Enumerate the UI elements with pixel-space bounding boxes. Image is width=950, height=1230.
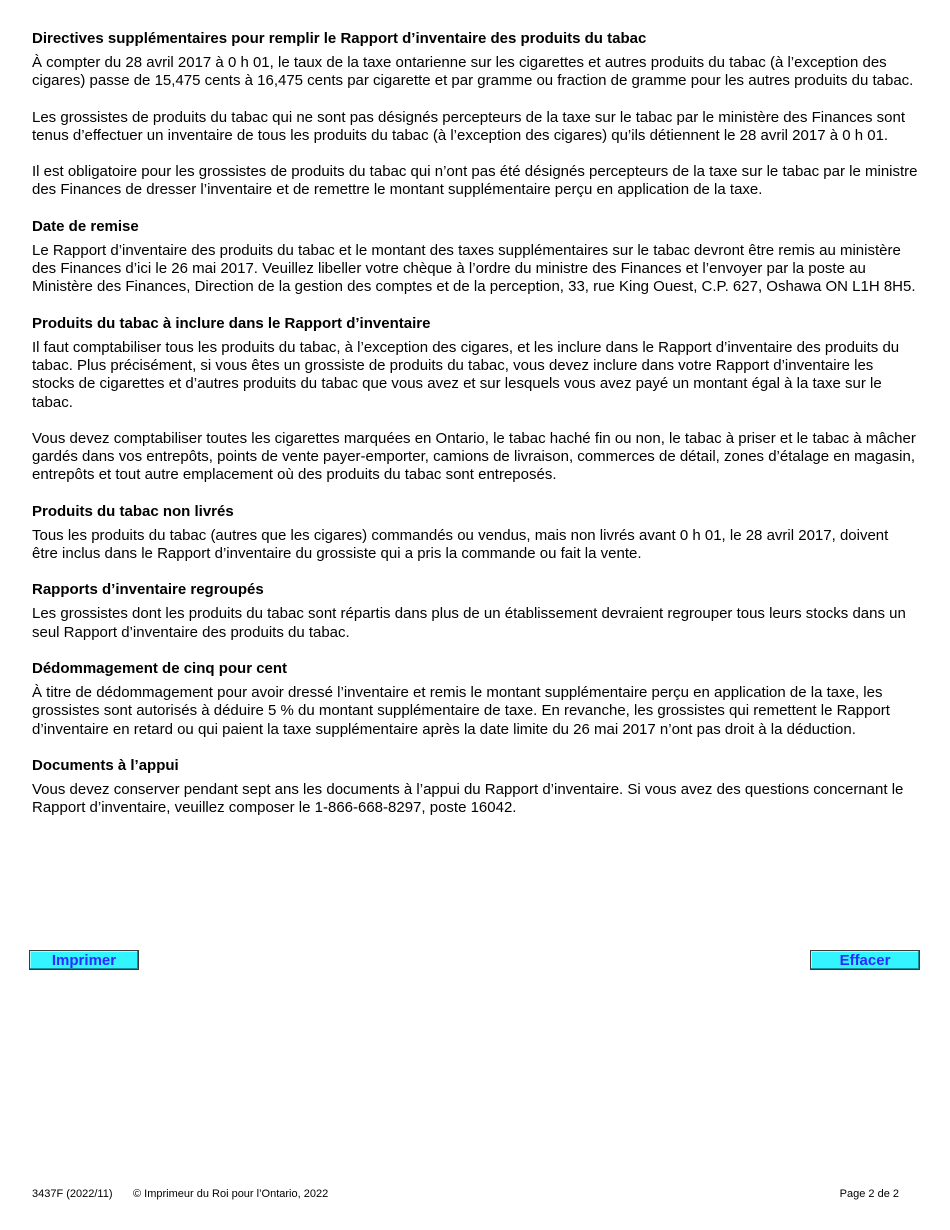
document-title: Directives supplémentaires pour remplir le Rapport d’inventaire des produits du tabac — [32, 30, 647, 47]
print-button[interactable]: Imprimer — [29, 950, 139, 970]
section-produits-a-inclure — [32, 315, 918, 485]
form-code: 3437F (2022/11) — [32, 1188, 113, 1200]
section-heading: Documents à l’appui — [32, 756, 179, 774]
section-paragraph: Il faut comptabiliser tous les produits du tabac, à l’exception des cigares, et les inclure dans le Rapport d’inventaire des produits du tabac. Plus précisément, si vous êtes un grossiste de produits du tabac, vous devez inclure dans votre Rapport d’inventaire les stocks de cigarettes et d’autres produits du tabac que vous avez et sur lesquels vous avez payé un montant égal à la taxe sur le tabac. — [32, 338, 900, 411]
section-heading: Produits du tabac non livrés — [32, 502, 234, 520]
section-documents-appui — [32, 757, 918, 818]
intro-paragraph-3: Il est obligatoire pour les grossistes de produits du tabac qui n’ont pas été désignés percepteurs de la taxe sur le tabac par le ministre des Finances de dresser l’inventaire et de remettre le montant supplémentaire perçu en application de la taxe. — [32, 163, 918, 199]
section-produits-non-livres — [32, 503, 918, 564]
section-paragraph: Les grossistes dont les produits du tabac sont répartis dans plus de un établissement devraient regrouper tous leurs stocks dans un seul Rapport d’inventaire des produits du tabac. — [32, 605, 906, 641]
intro-paragraph-2: Les grossistes de produits du tabac qui ne sont pas désignés percepteurs de la taxe sur le tabac par le ministère des Finances sont tenus d’effectuer un inventaire de tous les produits du tabac (à l’exception des cigares) qu’ils détiennent le 28 avril 2017 à 0 h 01. — [32, 108, 906, 144]
section-paragraph: Vous devez comptabiliser toutes les cigarettes marquées en Ontario, le tabac haché fin ou non, le tabac à priser et le tabac à mâcher gardés dans vos entrepôts, points de vente payer-emporter, camions de livraison, commerces de détail, zones d’étalage en magasin, entrepôts et tout autre emplacement où des produits du tabac sont entreposés. — [32, 429, 916, 484]
section-heading: Rapports d’inventaire regroupés — [32, 581, 264, 599]
section-dedommagement — [32, 660, 918, 739]
section-paragraph: Tous les produits du tabac (autres que les cigares) commandés ou vendus, mais non livrés avant 0 h 01, le 28 avril 2017, doivent être inclus dans le Rapport d’inventaire du grossiste qui a pris la commande ou fait la vente. — [32, 526, 889, 563]
intro-paragraph-1: À compter du 28 avril 2017 à 0 h 01, le taux de la taxe ontarienne sur les cigarettes et autres produits du tabac (à l’exception des cigares) passe de 15,475 cents à 16,475 cents par cigarette et par gramme ou fraction de gramme pour les autres produits du tabac. — [32, 54, 914, 90]
clear-button[interactable]: Effacer — [810, 950, 920, 970]
section-rapports-regroupes — [32, 581, 918, 642]
section-heading: Date de remise — [32, 217, 139, 235]
section-date-de-remise — [32, 218, 918, 297]
section-heading: Dédommagement de cinq pour cent — [32, 659, 288, 677]
section-paragraph: À titre de dédommagement pour avoir dressé l’inventaire et remis le montant supplémentaire perçu en application de la taxe, les grossistes sont autorisés à déduire 5 % du montant supplémentaire de taxe. En revanche, les grossistes qui remettent le Rapport d’inventaire en retard ou qui paient la taxe supplémentaire après la date limite du 26 mai 2017 n’ont pas droit à la déduction. — [32, 683, 890, 738]
document-body — [32, 30, 918, 835]
section-paragraph: Vous devez conserver pendant sept ans les documents à l’appui du Rapport d’inventaire. Si vous avez des questions concernant le Rapport d’inventaire, veuillez composer le 1-866-668-8297, poste 16042. — [32, 780, 904, 817]
page-number: Page 2 de 2 — [839, 1188, 899, 1200]
copyright-notice: © Imprimeur du Roi pour l’Ontario, 2022 — [133, 1188, 329, 1200]
intro-section — [32, 30, 918, 200]
section-paragraph: Le Rapport d’inventaire des produits du tabac et le montant des taxes supplémentaires sur le tabac devront être remis au ministère des Finances d’ici le 26 mai 2017. Veuillez libeller votre chèque à l’ordre du ministre des Finances et l’envoyer par la poste au Ministère des Finances, Direction de la gestion des comptes et de la perception, 33, rue King Ouest, C.P. 627, Oshawa ON L1H 8H5. — [32, 241, 916, 296]
section-heading: Produits du tabac à inclure dans le Rapport d’inventaire — [32, 314, 431, 332]
